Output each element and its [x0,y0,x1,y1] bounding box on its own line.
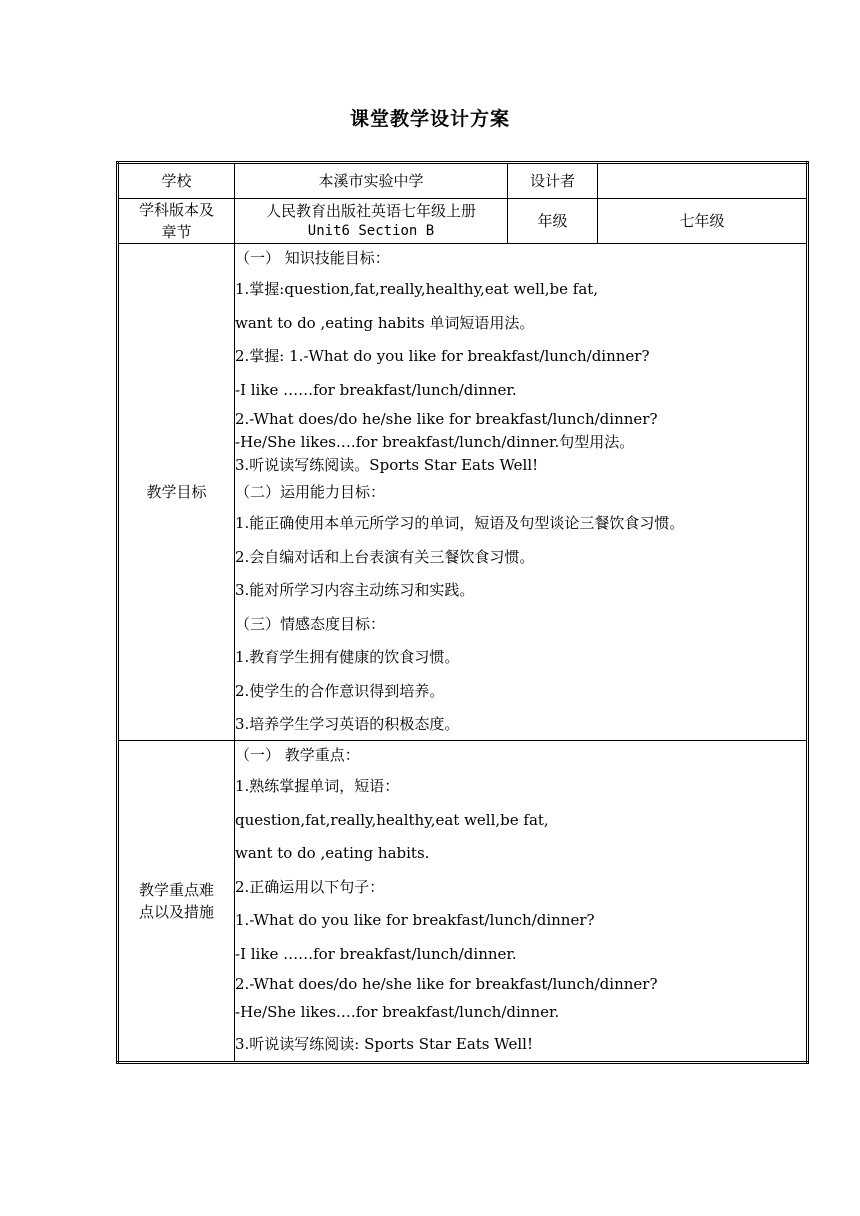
objective-line: 3.能对所学习内容主动练习和实践。 [235,581,475,599]
header-row-school [118,163,808,199]
key-point-line: question,fat,really,healthy,eat well,be fat, [235,810,549,829]
objective-line: 2.掌握: 1.-What do you like for breakfast/lunch/dinner? [235,347,650,365]
key-points-label [118,741,235,1063]
designer-label: 设计者 [508,163,598,199]
edition-value-line1: 人民教育出版社英语七年级上册 [265,202,476,220]
edition-label-line2: 章节 [161,223,192,241]
objective-line: 3.听说读写练阅读。Sports Star Eats Well! [235,456,539,474]
objective-line: 1.能正确使用本单元所学习的单词，短语及句型谈论三餐饮食习惯。 [235,514,685,532]
objective-line: （二）运用能力目标： [235,483,386,501]
key-point-line: 2.-What does/do he/she like for breakfast/lunch/dinner? [235,975,658,993]
key-point-line: -He/She likes….for breakfast/lunch/dinner. [235,1003,560,1021]
designer-value [598,163,808,199]
edition-value-line2: Unit6 Section B [307,223,435,239]
objectives-content [235,244,808,741]
key-point-line: （一） 教学重点： [235,746,360,764]
objective-line: want to do ,eating habits 单词短语用法。 [235,313,535,332]
edition-value [235,199,508,244]
key-point-line: 2.正确运用以下句子： [235,877,385,896]
key-point-line: want to do ,eating habits. [235,844,430,862]
objective-line: 2.会自编对话和上台表演有关三餐饮食习惯。 [235,547,535,566]
key-points-label-line2: 点以及措施 [138,903,214,921]
edition-label [118,199,235,244]
objective-line: -He/She likes….for breakfast/lunch/dinner.句型用法。 [235,433,635,451]
key-point-line: 3.听说读写练阅读: Sports Star Eats Well! [235,1035,533,1053]
objectives-row [118,244,808,741]
grade-value: 七年级 [598,199,808,244]
page-title: 课堂教学设计方案 [349,108,510,130]
school-value: 本溪市实验中学 [235,163,508,199]
objective-line: -I like ……for breakfast/lunch/dinner. [235,380,517,399]
header-row-edition [118,199,808,244]
objective-line: 3.培养学生学习英语的积极态度。 [235,715,460,733]
objective-line: （三）情感态度目标： [235,614,386,633]
objectives-label: 教学目标 [118,244,235,741]
objective-line: 2.使学生的合作意识得到培养。 [235,681,445,700]
key-point-line: 1.熟练掌握单词，短语： [235,777,400,795]
objective-line: 2.-What does/do he/she like for breakfast/lunch/dinner? [235,410,658,428]
grade-label: 年级 [508,199,598,244]
key-point-line: 1.-What do you like for breakfast/lunch/dinner? [235,911,595,929]
objective-line: 1.教育学生拥有健康的饮食习惯。 [235,648,460,666]
lesson-plan-table [116,161,809,1064]
edition-label-line1: 学科版本及 [138,201,214,219]
key-points-label-line1: 教学重点难 [138,881,214,899]
school-label: 学校 [118,163,235,199]
key-points-row [118,741,808,1063]
objective-line: （一） 知识技能目标： [235,249,390,267]
key-point-line: -I like ……for breakfast/lunch/dinner. [235,944,517,963]
key-points-content [235,741,808,1063]
objective-line: 1.掌握:question,fat,really,healthy,eat well,be fat, [235,280,599,298]
